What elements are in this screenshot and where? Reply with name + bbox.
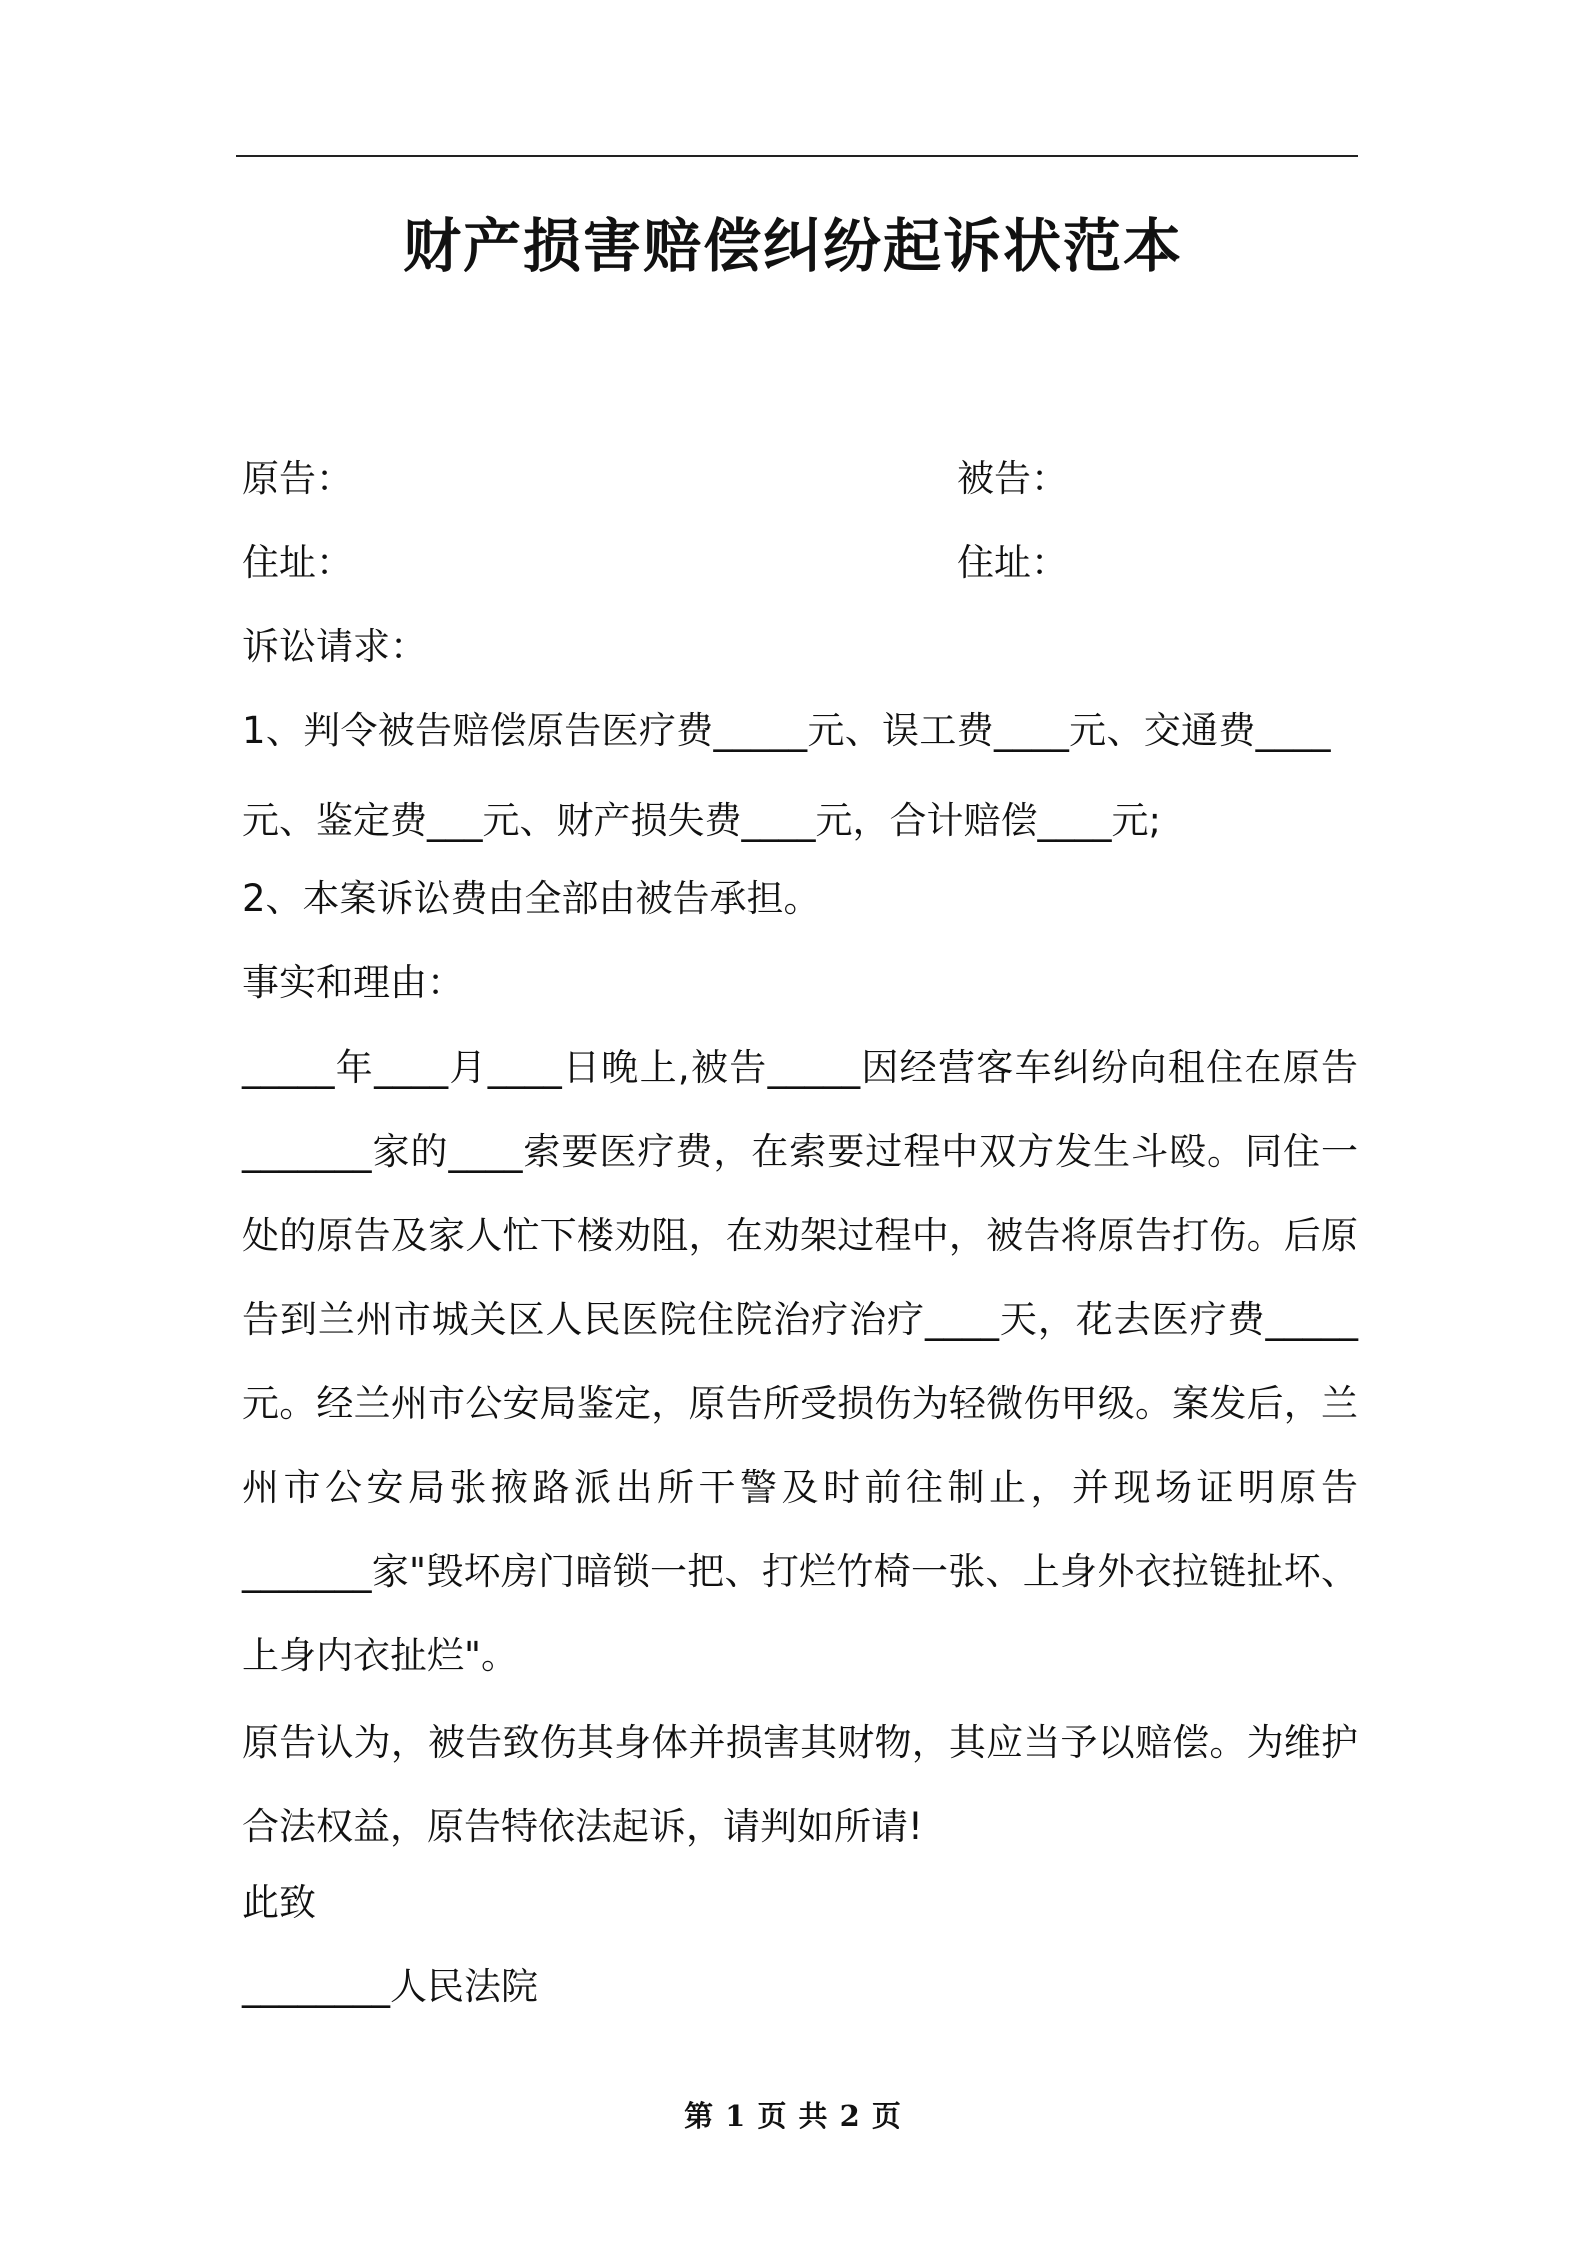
plaintiff-label: 原告： <box>242 457 353 500</box>
facts-paragraph: _____年____月____日晚上,被告_____因经营客车纠纷向租住在原告_______家的____索要医疗费，在索要过程中双方发生斗殴。同住一处的原告及家人忙下楼劝阻，在劝架过程中，被告将原告打伤。后原告到兰州市城关区人民医院住院治疗治疗____天，花去医疗费_____元。经兰州市公安局鉴定，原告所受损伤为轻微伤甲级。案发后，兰州市公安局张掖路派出所干警及时前往制止，并现场证明原告_______家"毁坏房门暗锁一把、打烂竹椅一张、上身外衣拉链扯坏、上身内衣扯烂"。 <box>242 1046 1358 1677</box>
claim-2: 2、本案诉讼费由全部由被告承担。 <box>242 877 821 920</box>
claim-1-line-2: 元、鉴定费___元、财产损失费____元，合计赔偿____元; <box>242 799 1161 842</box>
facts-heading: 事实和理由： <box>242 961 464 1004</box>
plaintiff-address-label: 住址： <box>242 541 353 584</box>
defendant-address-label: 住址： <box>957 541 1068 584</box>
court-name: ________人民法院 <box>242 1965 538 2008</box>
header-rule <box>236 155 1358 157</box>
conclusion-paragraph: 原告认为，被告致伤其身体并损害其财物，其应当予以赔偿。为维护合法权益，原告特依法起诉，请判如所请! <box>242 1721 1358 1848</box>
document-title: 财产损害赔偿纠纷起诉状范本 <box>402 212 1183 280</box>
claim-1-line-1: 1、判令被告赔偿原告医疗费_____元、误工费____元、交通费____ <box>242 709 1331 752</box>
closing-salutation: 此致 <box>242 1881 316 1924</box>
defendant-label: 被告： <box>957 457 1068 500</box>
page-indicator: 第 1 页 共 2 页 <box>684 2099 902 2133</box>
claims-heading: 诉讼请求： <box>242 625 427 668</box>
